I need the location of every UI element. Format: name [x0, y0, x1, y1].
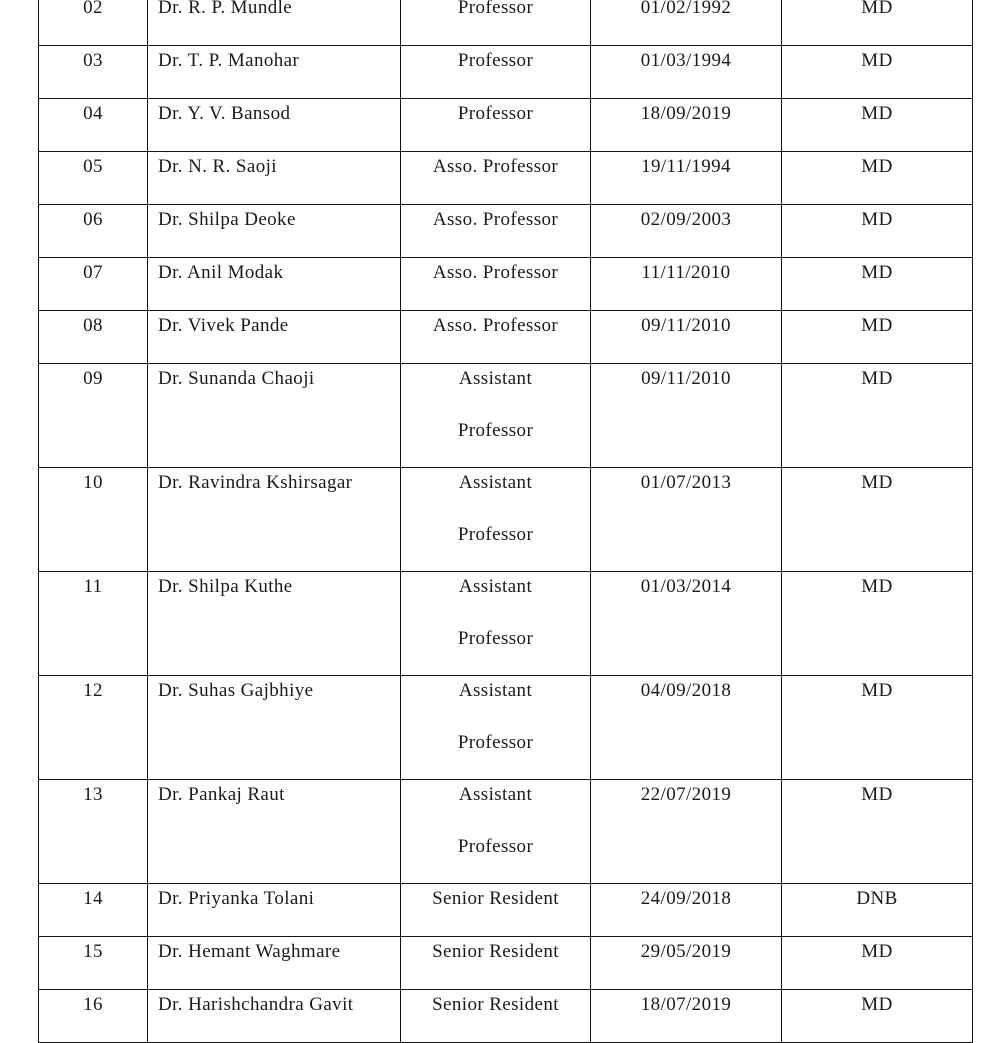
- qualification-cell: [782, 676, 973, 780]
- serial-number-cell-content: [39, 873, 147, 925]
- qualification-text: MD: [861, 368, 893, 389]
- doctor-name-text: Dr. Vivek Pande: [158, 315, 289, 336]
- serial-number-cell: [39, 676, 148, 780]
- doctor-name-cell-content: [158, 769, 400, 821]
- serial-number-cell: [39, 468, 148, 572]
- doctor-name-cell: [148, 364, 401, 468]
- qualification-text: MD: [861, 262, 893, 283]
- serial-number-text: 13: [83, 784, 103, 805]
- designation-line: Senior Resident: [432, 888, 559, 909]
- designation-line: Assistant: [458, 784, 533, 805]
- faculty-table-body: [39, 0, 973, 1043]
- doctor-name-cell-content: [158, 300, 400, 352]
- qualification-cell-content: [782, 35, 972, 87]
- serial-number-text: 10: [83, 472, 103, 493]
- designation-line: Assistant: [458, 576, 533, 597]
- designation-line: Assistant: [458, 368, 533, 389]
- doctor-name-cell-content: [158, 561, 400, 613]
- doctor-name-text: Dr. Y. V. Bansod: [158, 103, 291, 124]
- qualification-text: MD: [861, 680, 893, 701]
- designation-cell-content: [401, 88, 590, 140]
- serial-number-cell: [39, 364, 148, 468]
- designation-cell-content: [401, 141, 590, 193]
- designation-cell-content: [401, 926, 590, 978]
- serial-number-text: 15: [83, 941, 103, 962]
- joining-date-text: 01/07/2013: [640, 472, 732, 493]
- serial-number-cell-content: [39, 979, 147, 1031]
- qualification-cell: [782, 990, 973, 1043]
- qualification-text: MD: [861, 576, 893, 597]
- joining-date-cell-content: [591, 457, 781, 509]
- joining-date-text: 01/02/1992: [640, 0, 732, 18]
- qualification-cell-content: [782, 194, 972, 246]
- designation-line: Professor: [457, 836, 534, 857]
- doctor-name-text: Dr. Pankaj Raut: [158, 784, 285, 805]
- serial-number-text: 14: [83, 888, 103, 909]
- serial-number-cell-content: [39, 194, 147, 246]
- qualification-text: MD: [861, 472, 893, 493]
- joining-date-cell-content: [591, 0, 781, 34]
- doctor-name-text: Dr. Priyanka Tolani: [158, 888, 315, 909]
- designation-cell-content: [401, 353, 590, 457]
- joining-date-text: 01/03/1994: [640, 50, 732, 71]
- joining-date-cell: [591, 468, 782, 572]
- serial-number-cell-content: [39, 35, 147, 87]
- doctor-name-text: Dr. R. P. Mundle: [158, 0, 293, 18]
- serial-number-text: 02: [83, 0, 103, 18]
- joining-date-text: 18/07/2019: [640, 994, 732, 1015]
- designation-cell-content: [401, 769, 590, 873]
- qualification-text: DNB: [856, 888, 898, 909]
- designation-cell: [401, 676, 591, 780]
- qualification-cell: [782, 468, 973, 572]
- doctor-name-text: Dr. Sunanda Chaoji: [158, 368, 315, 389]
- designation-line: Senior Resident: [432, 941, 559, 962]
- doctor-name-text: Dr. Hemant Waghmare: [158, 941, 341, 962]
- joining-date-cell-content: [591, 194, 781, 246]
- designation-line: Professor: [457, 0, 534, 18]
- serial-number-cell-content: [39, 457, 147, 509]
- qualification-cell-content: [782, 300, 972, 352]
- doctor-name-text: Dr. N. R. Saoji: [158, 156, 277, 177]
- qualification-text: MD: [861, 50, 893, 71]
- qualification-cell: [782, 780, 973, 884]
- designation-cell-content: [401, 561, 590, 665]
- designation-line: Asso. Professor: [432, 156, 559, 177]
- designation-line: Professor: [457, 420, 534, 441]
- joining-date-text: 29/05/2019: [640, 941, 732, 962]
- designation-line: Asso. Professor: [432, 262, 559, 283]
- joining-date-text: 24/09/2018: [640, 888, 732, 909]
- doctor-name-cell: [148, 468, 401, 572]
- designation-cell-content: [401, 0, 590, 34]
- designation-cell: [401, 468, 591, 572]
- doctor-name-text: Dr. Ravindra Kshirsagar: [158, 472, 353, 493]
- designation-line: Professor: [457, 628, 534, 649]
- doctor-name-text: Dr. Harishchandra Gavit: [158, 994, 354, 1015]
- serial-number-text: 11: [83, 576, 103, 597]
- serial-number-cell-content: [39, 665, 147, 717]
- serial-number-cell-content: [39, 926, 147, 978]
- joining-date-text: 04/09/2018: [640, 680, 732, 701]
- serial-number-cell-content: [39, 88, 147, 140]
- doctor-name-cell-content: [158, 926, 400, 978]
- doctor-name-cell: [148, 990, 401, 1043]
- doctor-name-cell-content: [158, 457, 400, 509]
- joining-date-cell-content: [591, 561, 781, 613]
- serial-number-cell-content: [39, 300, 147, 352]
- joining-date-cell: [591, 572, 782, 676]
- doctor-name-text: Dr. Anil Modak: [158, 262, 284, 283]
- joining-date-cell-content: [591, 769, 781, 821]
- designation-cell-content: [401, 979, 590, 1031]
- joining-date-cell-content: [591, 665, 781, 717]
- joining-date-cell: [591, 780, 782, 884]
- designation-cell: [401, 572, 591, 676]
- doctor-name-cell: [148, 572, 401, 676]
- qualification-text: MD: [861, 0, 893, 18]
- designation-line: Professor: [457, 732, 534, 753]
- qualification-cell: [782, 572, 973, 676]
- doctor-name-cell-content: [158, 247, 400, 299]
- doctor-name-cell-content: [158, 35, 400, 87]
- designation-cell-content: [401, 873, 590, 925]
- qualification-text: MD: [861, 994, 893, 1015]
- joining-date-cell-content: [591, 247, 781, 299]
- doctor-name-cell: [148, 780, 401, 884]
- doctor-name-text: Dr. Suhas Gajbhiye: [158, 680, 314, 701]
- qualification-text: MD: [861, 156, 893, 177]
- doctor-name-cell-content: [158, 194, 400, 246]
- joining-date-text: 22/07/2019: [640, 784, 732, 805]
- qualification-text: MD: [861, 941, 893, 962]
- doctor-name-cell: [148, 676, 401, 780]
- qualification-text: MD: [861, 784, 893, 805]
- serial-number-text: 06: [83, 209, 103, 230]
- serial-number-cell: [39, 780, 148, 884]
- qualification-cell-content: [782, 769, 972, 821]
- joining-date-cell: [591, 990, 782, 1043]
- joining-date-cell-content: [591, 88, 781, 140]
- serial-number-cell-content: [39, 247, 147, 299]
- qualification-cell-content: [782, 457, 972, 509]
- designation-line: Professor: [457, 103, 534, 124]
- serial-number-text: 05: [83, 156, 103, 177]
- qualification-cell-content: [782, 873, 972, 925]
- serial-number-cell-content: [39, 141, 147, 193]
- table-row: [39, 676, 973, 780]
- doctor-name-text: Dr. Shilpa Deoke: [158, 209, 296, 230]
- designation-cell: [401, 990, 591, 1043]
- serial-number-text: 12: [83, 680, 103, 701]
- serial-number-text: 08: [83, 315, 103, 336]
- table-row: [39, 364, 973, 468]
- designation-cell-content: [401, 194, 590, 246]
- table-row: [39, 468, 973, 572]
- doctor-name-text: Dr. Shilpa Kuthe: [158, 576, 293, 597]
- joining-date-cell-content: [591, 873, 781, 925]
- designation-cell: [401, 364, 591, 468]
- joining-date-cell-content: [591, 141, 781, 193]
- designation-cell-content: [401, 457, 590, 561]
- joining-date-text: 19/11/1994: [641, 156, 731, 177]
- designation-cell-content: [401, 665, 590, 769]
- joining-date-text: 02/09/2003: [640, 209, 732, 230]
- joining-date-text: 18/09/2019: [640, 103, 732, 124]
- qualification-cell: [782, 364, 973, 468]
- doctor-name-cell-content: [158, 0, 400, 34]
- doctor-name-cell-content: [158, 665, 400, 717]
- table-row: [39, 990, 973, 1043]
- designation-line: Asso. Professor: [432, 315, 559, 336]
- doctor-name-cell-content: [158, 979, 400, 1031]
- joining-date-text: 11/11/2010: [641, 262, 731, 283]
- qualification-cell-content: [782, 665, 972, 717]
- joining-date-cell: [591, 676, 782, 780]
- serial-number-cell-content: [39, 353, 147, 405]
- doctor-name-cell-content: [158, 141, 400, 193]
- serial-number-cell-content: [39, 0, 147, 34]
- serial-number-cell-content: [39, 769, 147, 821]
- qualification-text: MD: [861, 103, 893, 124]
- qualification-cell-content: [782, 0, 972, 34]
- doctor-name-cell-content: [158, 353, 400, 405]
- serial-number-cell: [39, 990, 148, 1043]
- designation-cell-content: [401, 247, 590, 299]
- designation-line: Senior Resident: [432, 994, 559, 1015]
- designation-line: Assistant: [458, 680, 533, 701]
- designation-cell-content: [401, 300, 590, 352]
- designation-line: Assistant: [458, 472, 533, 493]
- designation-line: Professor: [457, 524, 534, 545]
- serial-number-text: 16: [83, 994, 103, 1015]
- joining-date-cell-content: [591, 353, 781, 405]
- joining-date-cell-content: [591, 35, 781, 87]
- joining-date-cell-content: [591, 926, 781, 978]
- qualification-cell-content: [782, 141, 972, 193]
- qualification-text: MD: [861, 209, 893, 230]
- table-row: [39, 572, 973, 676]
- qualification-cell-content: [782, 926, 972, 978]
- faculty-table: [38, 0, 973, 1043]
- doctor-name-text: Dr. T. P. Manohar: [158, 50, 300, 71]
- qualification-cell-content: [782, 88, 972, 140]
- joining-date-cell-content: [591, 300, 781, 352]
- serial-number-text: 03: [83, 50, 103, 71]
- serial-number-text: 09: [83, 368, 103, 389]
- designation-cell: [401, 780, 591, 884]
- joining-date-text: 01/03/2014: [640, 576, 732, 597]
- qualification-cell-content: [782, 353, 972, 405]
- qualification-text: MD: [861, 315, 893, 336]
- designation-line: Asso. Professor: [432, 209, 559, 230]
- joining-date-text: 09/11/2010: [641, 368, 731, 389]
- doctor-name-cell-content: [158, 88, 400, 140]
- serial-number-text: 07: [83, 262, 103, 283]
- joining-date-text: 09/11/2010: [641, 315, 731, 336]
- joining-date-cell-content: [591, 979, 781, 1031]
- table-row: [39, 780, 973, 884]
- qualification-cell-content: [782, 561, 972, 613]
- designation-line: Professor: [457, 50, 534, 71]
- serial-number-text: 04: [83, 103, 103, 124]
- joining-date-cell: [591, 364, 782, 468]
- qualification-cell-content: [782, 247, 972, 299]
- doctor-name-cell-content: [158, 873, 400, 925]
- qualification-cell-content: [782, 979, 972, 1031]
- serial-number-cell: [39, 572, 148, 676]
- designation-cell-content: [401, 35, 590, 87]
- serial-number-cell-content: [39, 561, 147, 613]
